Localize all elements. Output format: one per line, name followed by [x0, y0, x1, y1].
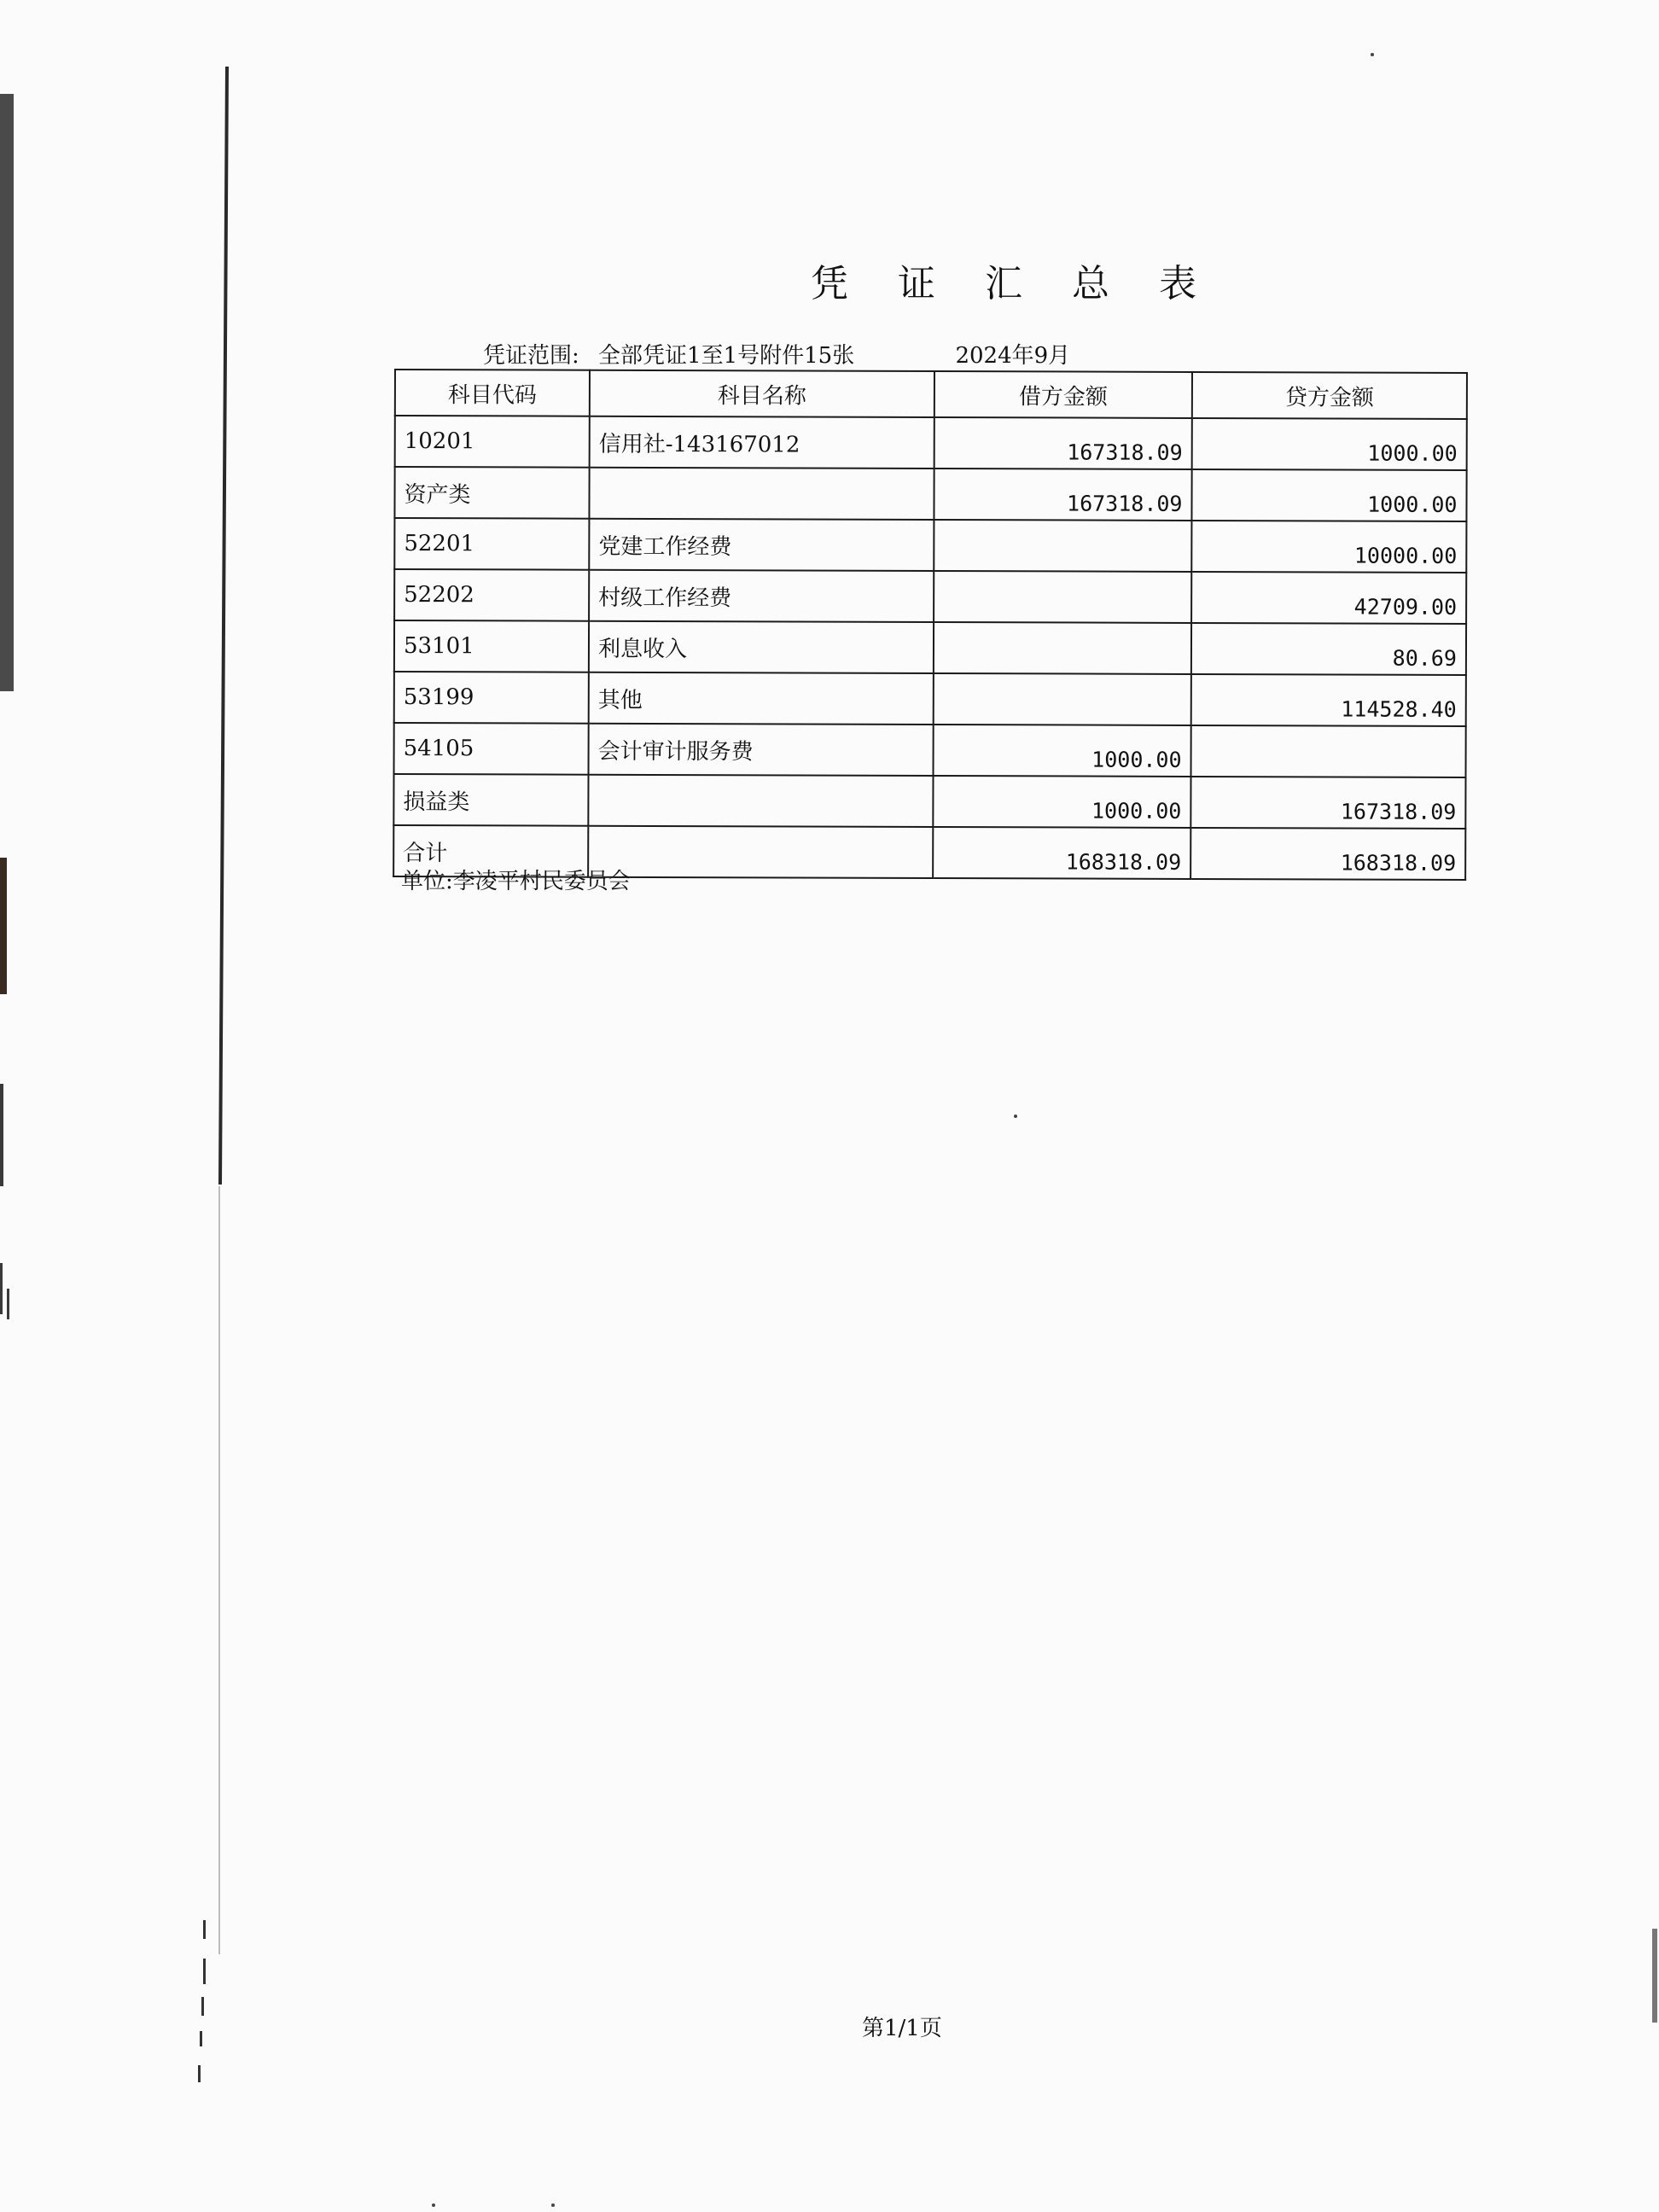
cell-debit — [934, 622, 1191, 674]
cell-debit — [934, 673, 1191, 725]
scan-dash-mark — [203, 1920, 206, 1939]
cell-name: 会计审计服务费 — [589, 724, 934, 776]
binding-edge-line-faint — [218, 1186, 220, 1954]
table-row — [393, 774, 1465, 829]
cell-debit: 1000.00 — [933, 776, 1190, 828]
period: 2024年9月 — [955, 343, 1071, 369]
cell-credit: 42709.00 — [1191, 572, 1466, 624]
cell-debit: 1000.00 — [934, 725, 1191, 777]
cell-credit: 80.69 — [1191, 623, 1466, 675]
cell-name — [588, 775, 933, 827]
table-row — [394, 467, 1466, 521]
header-debit-amount: 借方金额 — [934, 371, 1192, 418]
voucher-range-line — [483, 338, 1070, 370]
table-row — [394, 569, 1466, 624]
cell-code: 合计 — [393, 825, 588, 877]
scan-dash-mark — [201, 1997, 204, 2016]
scan-speck — [432, 2203, 435, 2207]
voucher-summary-table — [393, 369, 1468, 881]
cell-credit: 167318.09 — [1190, 777, 1465, 829]
cell-credit: 114528.40 — [1191, 674, 1466, 726]
binding-edge-line — [218, 67, 229, 1185]
cell-code: 52202 — [394, 569, 589, 621]
cell-debit: 168318.09 — [933, 827, 1190, 879]
page-number: 第1/1页 — [862, 2016, 942, 2041]
cell-code: 10201 — [395, 416, 590, 468]
cell-name: 其他 — [589, 672, 934, 725]
header-account-name: 科目名称 — [590, 370, 934, 417]
cell-credit: 10000.00 — [1191, 521, 1466, 573]
cell-code: 损益类 — [393, 774, 588, 826]
cell-name — [588, 826, 933, 878]
table-row — [394, 672, 1466, 726]
scan-edge-shadow — [0, 1263, 3, 1314]
cell-name: 党建工作经费 — [589, 519, 934, 571]
table-row — [394, 518, 1466, 573]
cell-credit: 1000.00 — [1191, 469, 1466, 521]
cell-code: 资产类 — [394, 467, 589, 519]
scan-edge-shadow — [0, 858, 7, 994]
cell-code: 53101 — [394, 620, 589, 672]
table-row — [394, 723, 1466, 777]
cell-code: 54105 — [394, 723, 589, 775]
table-row — [394, 620, 1466, 675]
unit-line: 单位:李凌平村民委员会 — [401, 869, 631, 894]
cell-debit: 167318.09 — [934, 417, 1192, 469]
cell-name — [589, 468, 934, 520]
scan-edge-shadow — [7, 1289, 9, 1319]
cell-debit — [934, 571, 1191, 623]
cell-code: 52201 — [394, 518, 589, 570]
scan-speck — [1014, 1115, 1017, 1118]
scan-edge-shadow — [0, 94, 14, 691]
table-header-row — [395, 370, 1467, 419]
scan-dash-mark — [200, 2031, 202, 2046]
scan-edge-shadow — [1652, 1929, 1657, 2023]
scan-speck — [1371, 53, 1374, 56]
scan-dash-mark — [198, 2065, 201, 2082]
scan-speck — [551, 2203, 555, 2207]
scan-dash-mark — [203, 1959, 206, 1984]
cell-name: 村级工作经费 — [589, 570, 934, 622]
summary-table-wrapper — [393, 369, 1466, 881]
cell-credit: 1000.00 — [1192, 418, 1467, 470]
range-label: 凭证范围: — [483, 343, 579, 369]
cell-name: 信用社-143167012 — [590, 416, 934, 469]
header-credit-amount: 贷方金额 — [1192, 372, 1467, 419]
table-row — [395, 416, 1467, 470]
scan-edge-shadow — [0, 1084, 3, 1186]
cell-debit: 167318.09 — [934, 469, 1191, 521]
range-value: 全部凭证1至1号附件15张 — [598, 343, 855, 369]
cell-credit — [1191, 725, 1466, 777]
header-account-code: 科目代码 — [395, 370, 590, 416]
cell-credit: 168318.09 — [1190, 828, 1465, 880]
document-title: 凭 证 汇 总 表 — [811, 262, 1215, 306]
cell-debit — [934, 520, 1191, 572]
cell-name: 利息收入 — [589, 621, 934, 673]
cell-code: 53199 — [394, 672, 589, 724]
